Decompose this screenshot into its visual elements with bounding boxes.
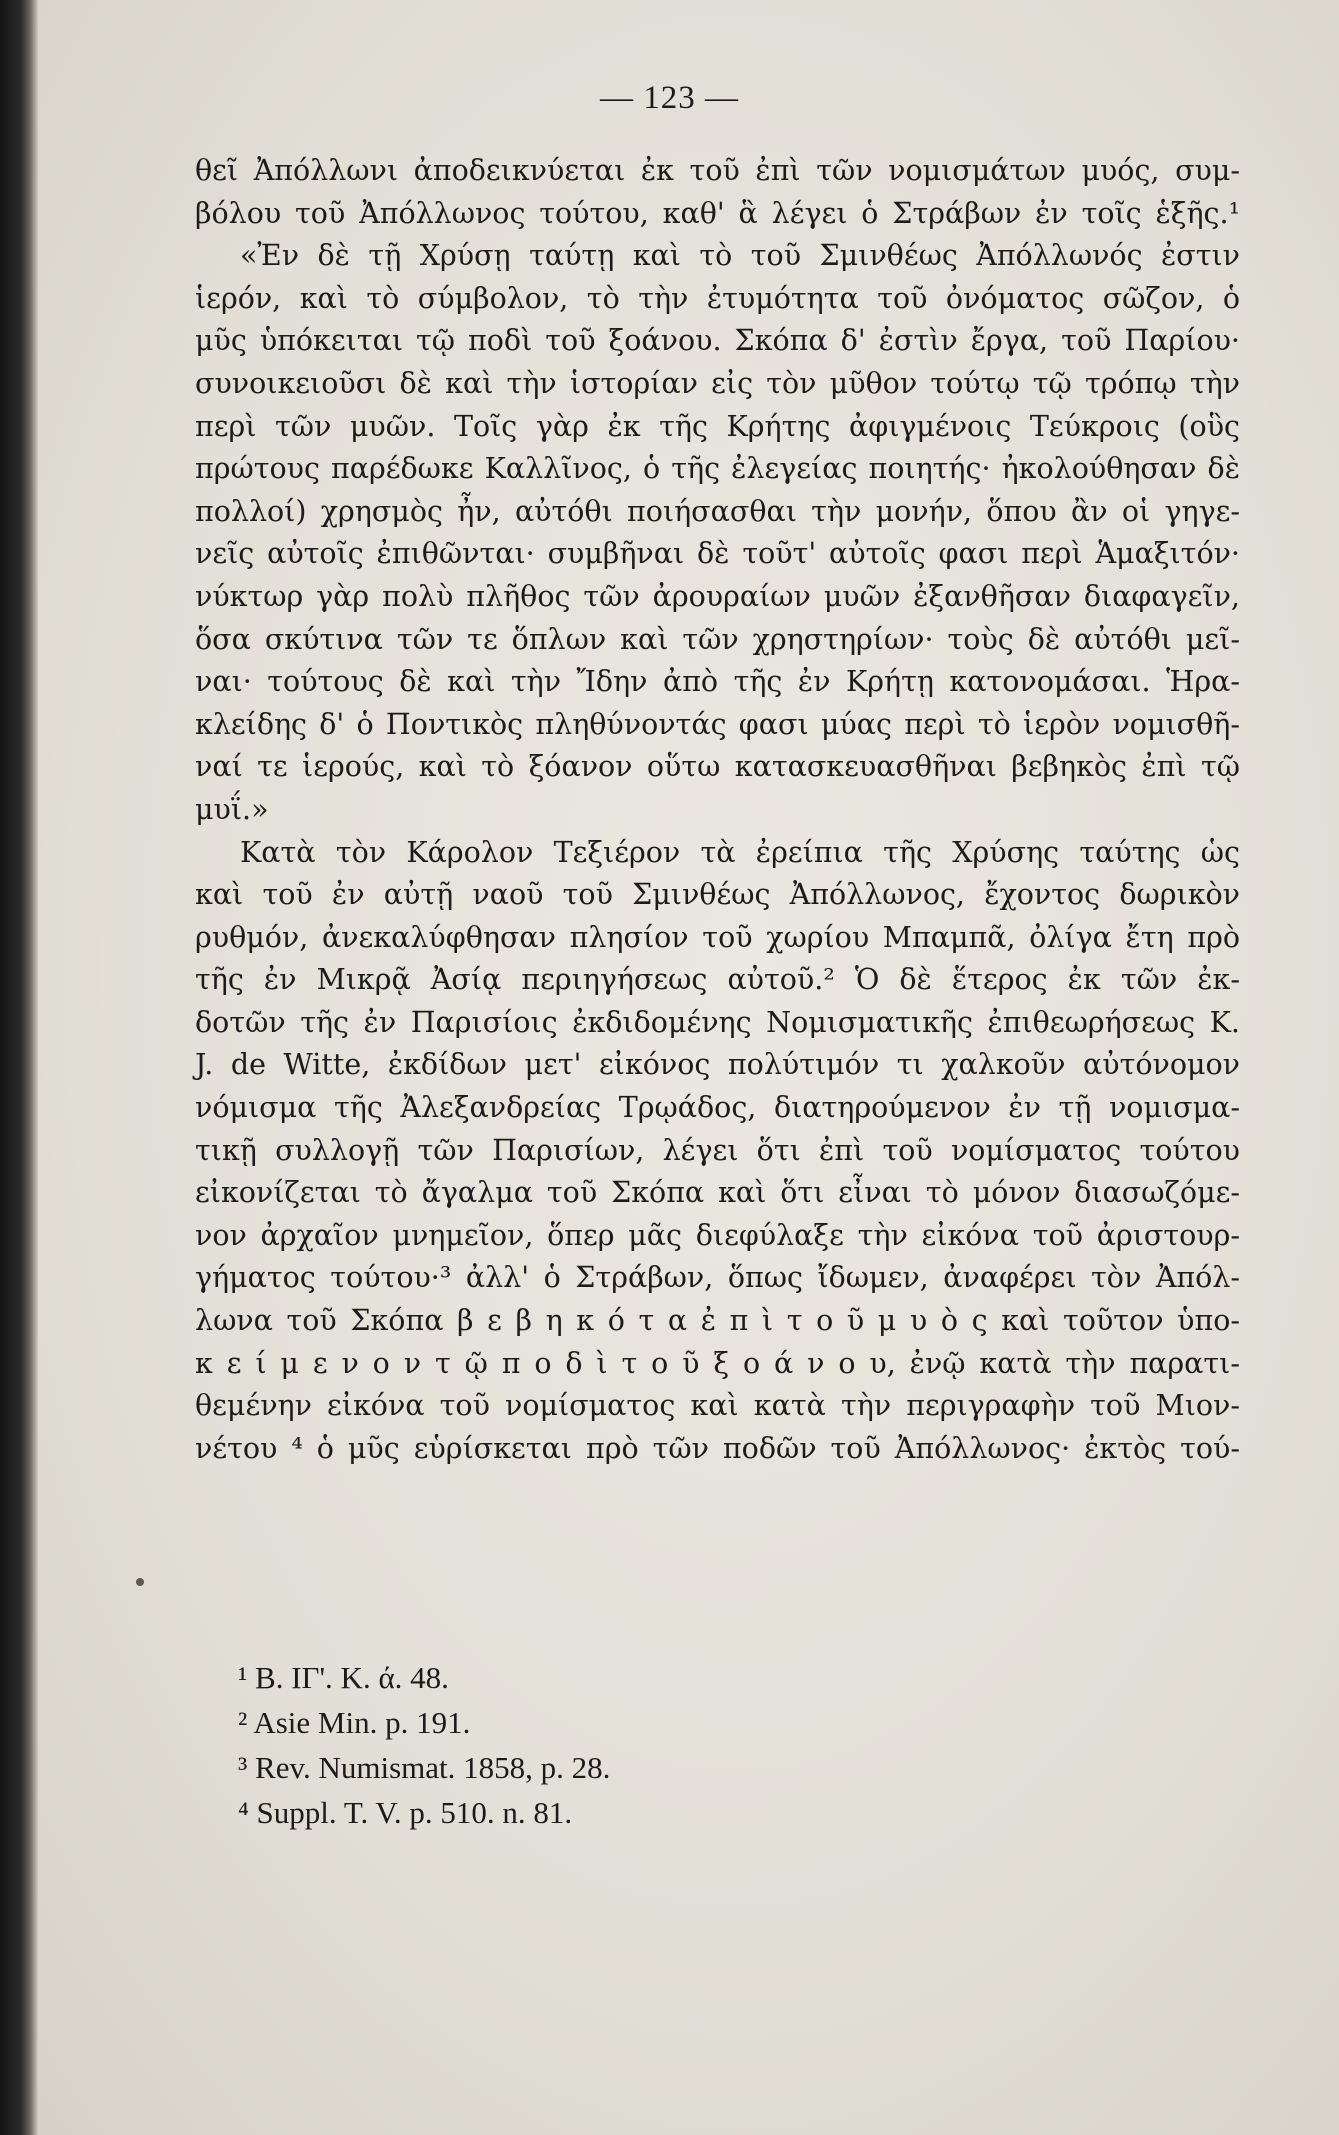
text-line: τικῇ συλλογῇ τῶν Παρισίων, λέγει ὅτι ἐπὶ τοῦ νομίσματος τούτου [195, 1133, 1240, 1167]
body-text [195, 150, 1240, 1470]
text-line: καὶ τοῦ ἐν αὐτῇ ναοῦ τοῦ Σμινθέως Ἀπόλλωνος, ἔχοντος δωρικὸν [195, 878, 1240, 912]
text-line: Κατὰ τὸν Κάρολον Τεξιέρον τὰ ἐρείπια τῆς Χρύσης ταύτης ὡς [240, 835, 1240, 869]
text-line: ὅσα σκύτινα τῶν τε ὅπλων καὶ τῶν χρηστηρίων· τοὺς δὲ αὐτόθι μεῖ- [195, 622, 1240, 656]
text-line: θεῖ Ἀπόλλωνι ἀποδεικνύεται ἐκ τοῦ ἐπὶ τῶν νομισμάτων μυός, συμ- [195, 154, 1240, 187]
page-number: — 123 — [600, 80, 739, 116]
text-line: νεῖς αὐτοῖς ἐπιθῶνται· συμβῆναι δὲ τοῦτ' αὐτοῖς φασι περὶ Ἁμαξιτόν· [195, 537, 1240, 571]
text-line: ναί τε ἱερούς, καὶ τὸ ξόανον οὕτω κατασκευασθῆναι βεβηκὸς ἐπὶ τῷ [195, 750, 1240, 784]
text-line: μυΐ.» [195, 792, 269, 826]
footnote: ⁴ Suppl. T. V. p. 510. n. 81. [238, 1795, 573, 1830]
text-line: J. de Witte, ἐκδίδων μετ' εἰκόνος πολύτιμόν τι χαλκοῦν αὐτόνομον [195, 1048, 1240, 1082]
text-line: μῦς ὑπόκειται τῷ ποδὶ τοῦ ξοάνου. Σκόπα δ' ἐστὶν ἔργα, τοῦ Παρίου· [195, 324, 1240, 358]
text-line: ἱερόν, καὶ τὸ σύμβολον, τὸ τὴν ἐτυμότητα τοῦ ὀνόματος σῶζον, ὁ [195, 281, 1240, 315]
text-line: πρώτους παρέδωκε Καλλῖνος, ὁ τῆς ἐλεγείας ποιητής· ἠκολούθησαν δὲ [195, 452, 1240, 486]
text-line: κλείδης δ' ὁ Ποντικὸς πληθύνοντάς φασι μύας περὶ τὸ ἱερὸν νομισθῆ- [195, 707, 1240, 741]
text-line: δοτῶν τῆς ἐν Παρισίοις ἐκδιδομένης Νομισματικῆς ἐπιθεωρήσεως Κ. [195, 1005, 1240, 1039]
text-line: κ ε ί μ ε ν ο ν τ ῷ π ο δ ὶ τ ο ῦ ξ ο ά ν ο υ, ἐνῷ κατὰ τὴν παρατι- [195, 1346, 1240, 1380]
text-line: εἰκονίζεται τὸ ἄγαλμα τοῦ Σκόπα καὶ ὅτι εἶναι τὸ μόνον διασωζόμε- [195, 1176, 1240, 1210]
text-line: νύκτωρ γὰρ πολὺ πλῆθος τῶν ἀρουραίων μυῶν ἐξανθῆσαν διαφαγεῖν, [195, 579, 1240, 613]
text-line: «Ἐν δὲ τῇ Χρύσῃ ταύτῃ καὶ τὸ τοῦ Σμινθέως Ἀπόλλωνός ἐστιν [240, 239, 1240, 273]
text-line: γήματος τούτου·³ ἀλλ' ὁ Στράβων, ὅπως ἴδωμεν, ἀναφέρει τὸν Ἀπόλ- [195, 1261, 1240, 1295]
text-line: νέτου ⁴ ὁ μῦς εὑρίσκεται πρὸ τῶν ποδῶν τοῦ Ἀπόλλωνος· ἐκτὸς τού- [195, 1431, 1240, 1465]
text-line: νόμισμα τῆς Ἀλεξανδρείας Τρῳάδος, διατηρούμενον ἐν τῇ νομισμα- [195, 1091, 1240, 1125]
footnote: ³ Rev. Numismat. 1858, p. 28. [238, 1750, 611, 1785]
book-binding-edge [0, 0, 38, 2135]
margin-mark [136, 1578, 144, 1586]
text-line: ρυθμόν, ἀνεκαλύφθησαν πλησίον τοῦ χωρίου Μπαμπᾶ, ὀλίγα ἔτη πρὸ [195, 920, 1240, 954]
text-line: βόλου τοῦ Ἀπόλλωνος τούτου, καθ' ἃ λέγει ὁ Στράβων ἐν τοῖς ἑξῆς.¹ [195, 196, 1240, 230]
footnote: ² Asie Min. p. 191. [238, 1705, 471, 1740]
text-line: νον ἀρχαῖον μνημεῖον, ὅπερ μᾶς διεφύλαξε τὴν εἰκόνα τοῦ ἀριστουρ- [195, 1218, 1240, 1252]
text-line: περὶ τῶν μυῶν. Τοῖς γὰρ ἐκ τῆς Κρήτης ἀφιγμένοις Τεύκροις (οὓς [195, 409, 1240, 443]
text-line: θεμένην εἰκόνα τοῦ νομίσματος καὶ κατὰ τὴν περιγραφὴν τοῦ Μιον- [195, 1389, 1240, 1423]
text-line: τῆς ἐν Μικρᾷ Ἀσίᾳ περιηγήσεως αὐτοῦ.² Ὁ δὲ ἕτερος ἐκ τῶν ἐκ- [195, 963, 1240, 997]
footnotes [238, 1655, 938, 1835]
text-line: λωνα τοῦ Σκόπα β ε β η κ ό τ α ἐ π ὶ τ ο ῦ μ υ ὸ ς καὶ τοῦτον ὑπο- [195, 1304, 1240, 1338]
footnote: ¹ Β. ΙΓ'. Κ. ά. 48. [238, 1660, 449, 1695]
text-line: πολλοί) χρησμὸς ἦν, αὐτόθι ποιήσασθαι τὴν μονήν, ὅπου ἂν οἱ γηγε- [195, 494, 1240, 528]
text-line: συνοικειοῦσι δὲ καὶ τὴν ἱστορίαν εἰς τὸν μῦθον τούτῳ τῷ τρόπῳ τὴν [195, 366, 1240, 400]
text-line: ναι· τούτους δὲ καὶ τὴν Ἴδην ἀπὸ τῆς ἐν Κρήτῃ κατονομάσαι. Ἡρα- [195, 665, 1240, 699]
